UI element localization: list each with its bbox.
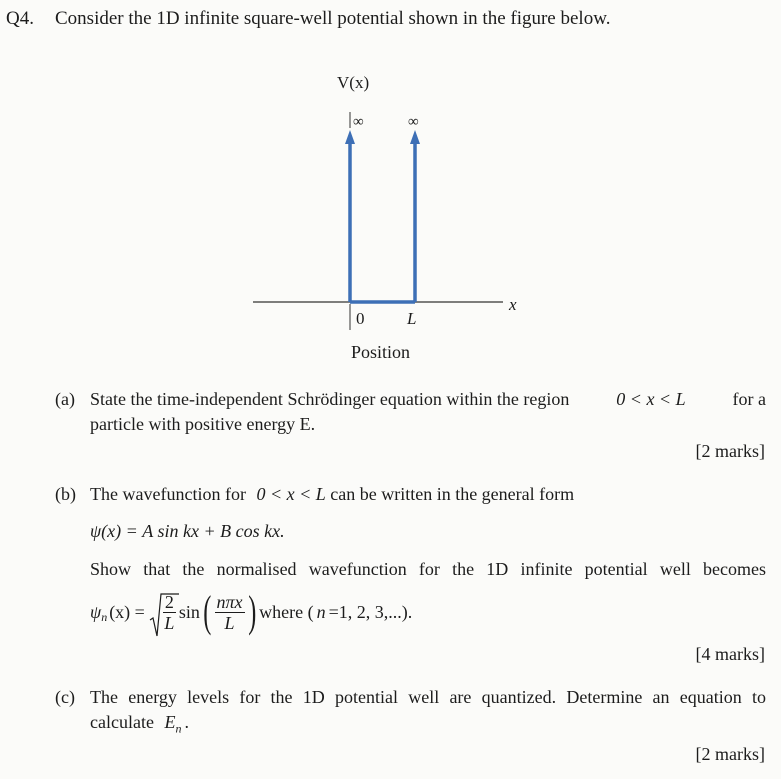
frac-denominator: L [224, 612, 235, 633]
psi-subscript: n [101, 609, 108, 624]
sqrt-numerator: 2 [164, 591, 174, 612]
n-variable: n [316, 601, 326, 622]
part-a-region: 0 < x < L [616, 389, 686, 409]
part-a-line2: particle with positive energy E. [90, 414, 316, 434]
part-c-text: calculate [90, 712, 154, 732]
infinity-left: ∞ [353, 114, 364, 130]
psi-symbol: ψ [90, 601, 102, 622]
right-wall-arrowhead [410, 130, 420, 144]
potential-well-figure [245, 68, 545, 368]
sqrt-denominator: L [164, 612, 175, 633]
normalised-wavefunction [90, 584, 412, 640]
part-b-region: 0 < x < L [256, 484, 326, 504]
general-wavefunction: ψ(x) = A sin kx + B cos kx. [90, 521, 285, 541]
left-wall-arrowhead [345, 130, 355, 144]
part-a-letter: (a) [55, 389, 75, 409]
part-a-marks: [2 marks] [695, 441, 765, 461]
part-c-letter: (c) [55, 687, 75, 707]
frac-numerator: nπx [216, 591, 243, 612]
infinity-right: ∞ [408, 114, 419, 130]
part-c-period: . [184, 712, 189, 732]
part-a-line1 [90, 389, 766, 410]
figure-caption: Position [351, 342, 411, 362]
question-intro: Consider the 1D infinite square-well potential shown in the figure below. [55, 8, 611, 29]
part-c-line2 [90, 712, 189, 737]
where-text: where ( [259, 601, 314, 622]
right-paren: ) [247, 587, 256, 636]
n-pi-x-over-L [215, 592, 245, 633]
part-b-line3: Show that the normalised wavefunction for the 1D infinite potential well becomes [90, 559, 766, 579]
energy-symbol: E [164, 712, 176, 732]
sqrt-2-over-L [149, 592, 176, 633]
tick-L: L [407, 309, 417, 328]
part-b-text-start: The wavefunction for [90, 484, 246, 504]
left-paren: ( [203, 587, 212, 636]
part-a-text-end: for a [732, 389, 766, 409]
part-b-letter: (b) [55, 484, 76, 504]
psi-argument: (x) = [109, 601, 145, 622]
tick-zero: 0 [356, 309, 365, 328]
part-b-text-end: can be written in the general form [330, 484, 575, 504]
part-b-marks: [4 marks] [695, 644, 765, 664]
part-a-text: State the time-independent Schrödinger equation within the region [90, 389, 570, 409]
question-number: Q4. [6, 8, 34, 29]
n-range: =1, 2, 3,...). [328, 601, 413, 622]
sin-function: sin [178, 601, 200, 622]
energy-subscript: n [175, 721, 182, 736]
part-c-line1: The energy levels for the 1D potential well are quantized. Determine an equation to [90, 687, 766, 707]
part-b-line1 [90, 484, 574, 505]
y-axis-label: V(x) [337, 73, 370, 92]
part-c-marks: [2 marks] [695, 744, 765, 764]
x-axis-label: x [509, 295, 517, 314]
